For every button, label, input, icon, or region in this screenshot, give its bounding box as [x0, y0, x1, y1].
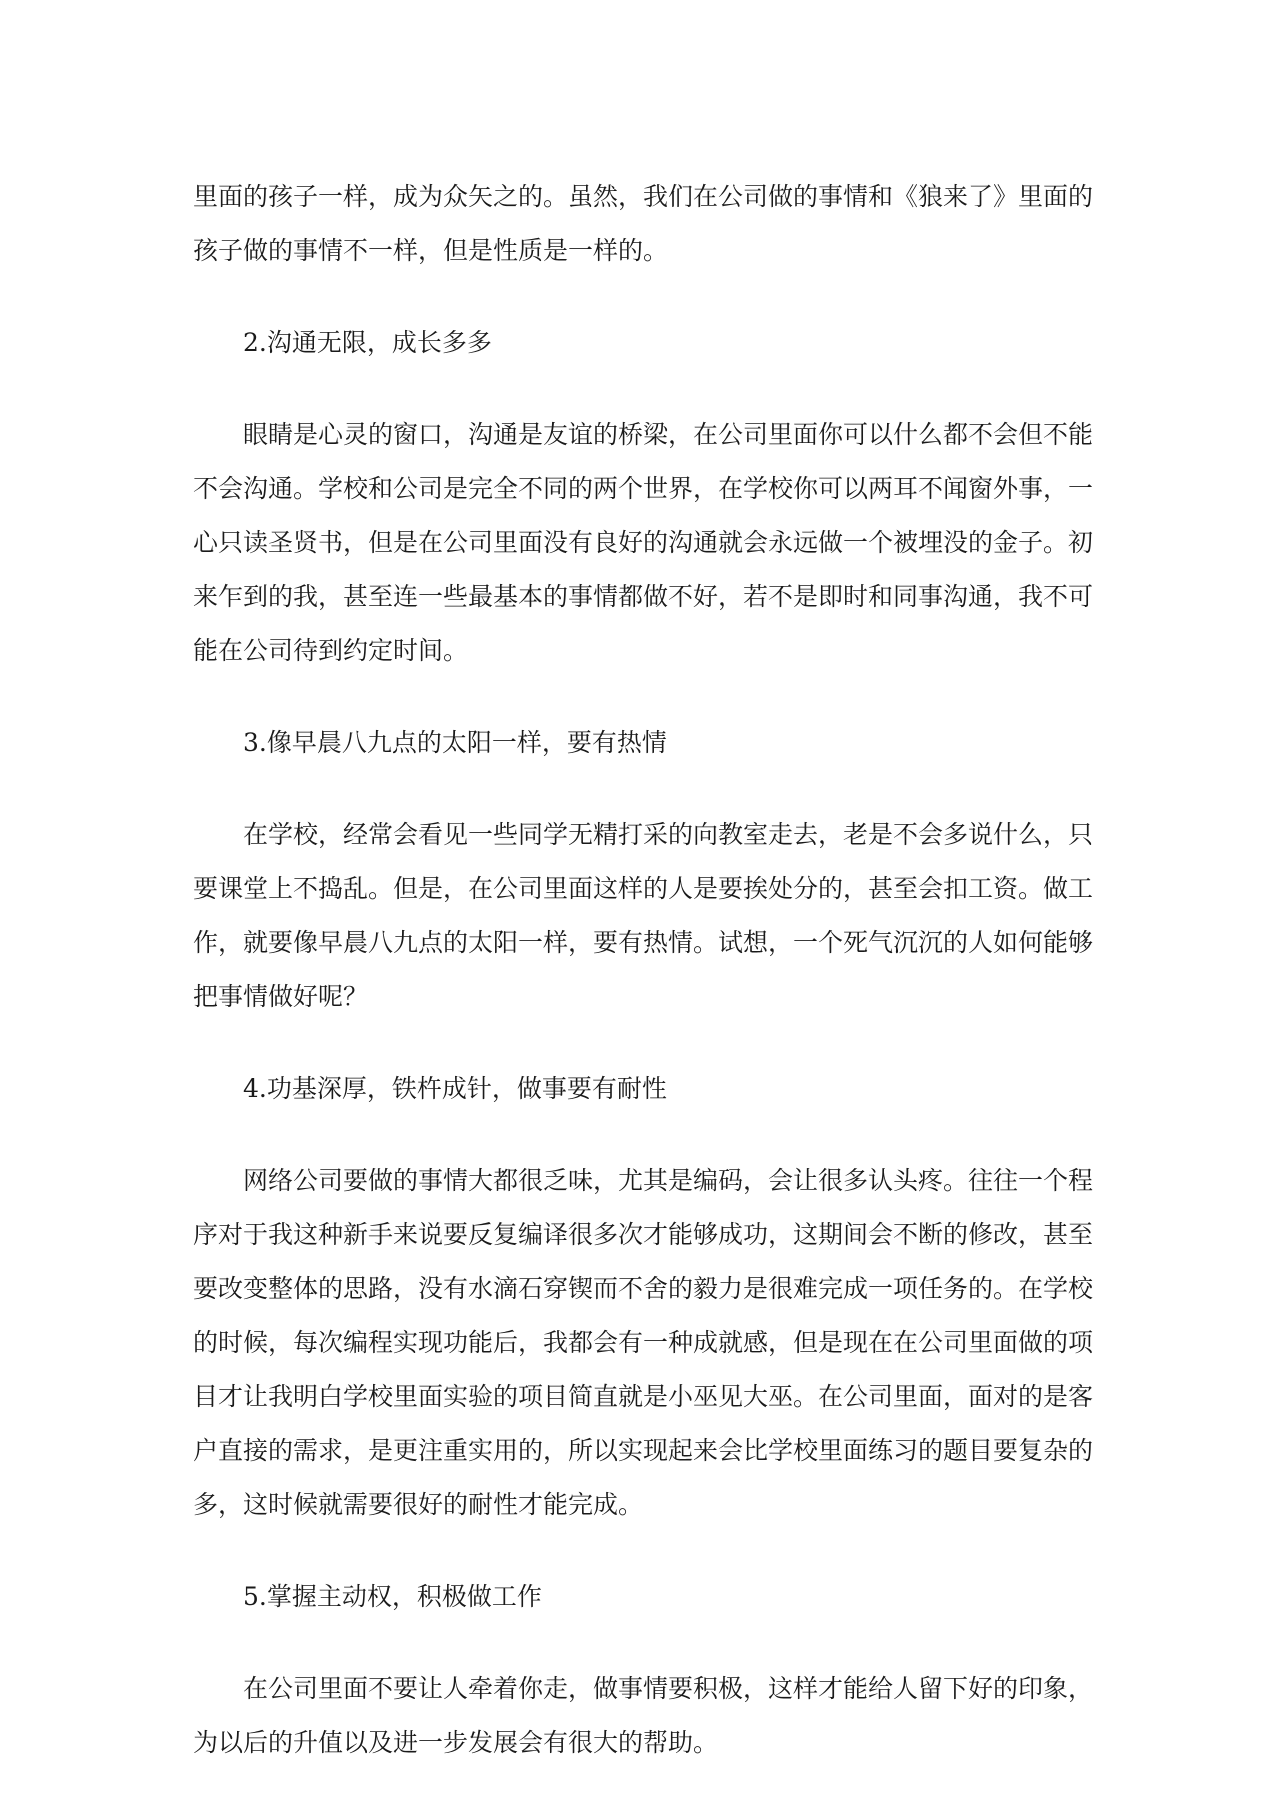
paragraph-communication: 眼睛是心灵的窗口，沟通是友谊的桥梁，在公司里面你可以什么都不会但不能不会沟通。学校和公司是完全不同的两个世界，在学校你可以两耳不闻窗外事，一心只读圣贤书，但是在公司里面没有良好的沟通就会永远做一个被埋没的金子。初来乍到的我，甚至连一些最基本的事情都做不好，若不是即时和同事沟通，我不可能在公司待到约定时间。 [193, 420, 1094, 665]
paragraph-patience: 网络公司要做的事情大都很乏味，尤其是编码，会让很多认头疼。往往一个程序对于我这种新手来说要反复编译很多次才能够成功，这期间会不断的修改，甚至要改变整体的思路，没有水滴石穿锲而不舍的毅力是很难完成一项任务的。在学校的时候，每次编程实现功能后，我都会有一种成就感，但是现在在公司里面做的项目才让我明白学校里面实验的项目简直就是小巫见大巫。在公司里面，面对的是客户直接的需求，是更注重实用的，所以实现起来会比学校里面练习的题目要复杂的多，这时候就需要很好的耐性才能完成。 [193, 1166, 1094, 1519]
section-heading-initiative: 5.掌握主动权，积极做工作 [243, 1582, 542, 1611]
paragraph-continuation: 里面的孩子一样，成为众矢之的。虽然，我们在公司做的事情和《狼来了》里面的孩子做的事情不一样，但是性质是一样的。 [193, 182, 1094, 265]
section-heading-enthusiasm: 3.像早晨八九点的太阳一样，要有热情 [243, 728, 667, 757]
section-heading-patience: 4.功基深厚，铁杵成针，做事要有耐性 [243, 1074, 667, 1103]
paragraph-enthusiasm: 在学校，经常会看见一些同学无精打采的向教室走去，老是不会多说什么，只要课堂上不捣乱。但是，在公司里面这样的人是要挨处分的，甚至会扣工资。做工作，就要像早晨八九点的太阳一样，要有热情。试想，一个死气沉沉的人如何能够把事情做好呢？ [193, 820, 1094, 1011]
document-body [193, 170, 1093, 1808]
section-heading-communication: 2.沟通无限，成长多多 [243, 328, 492, 357]
paragraph-initiative: 在公司里面不要让人牵着你走，做事情要积极，这样才能给人留下好的印象，为以后的升值以及进一步发展会有很大的帮助。 [193, 1674, 1094, 1757]
